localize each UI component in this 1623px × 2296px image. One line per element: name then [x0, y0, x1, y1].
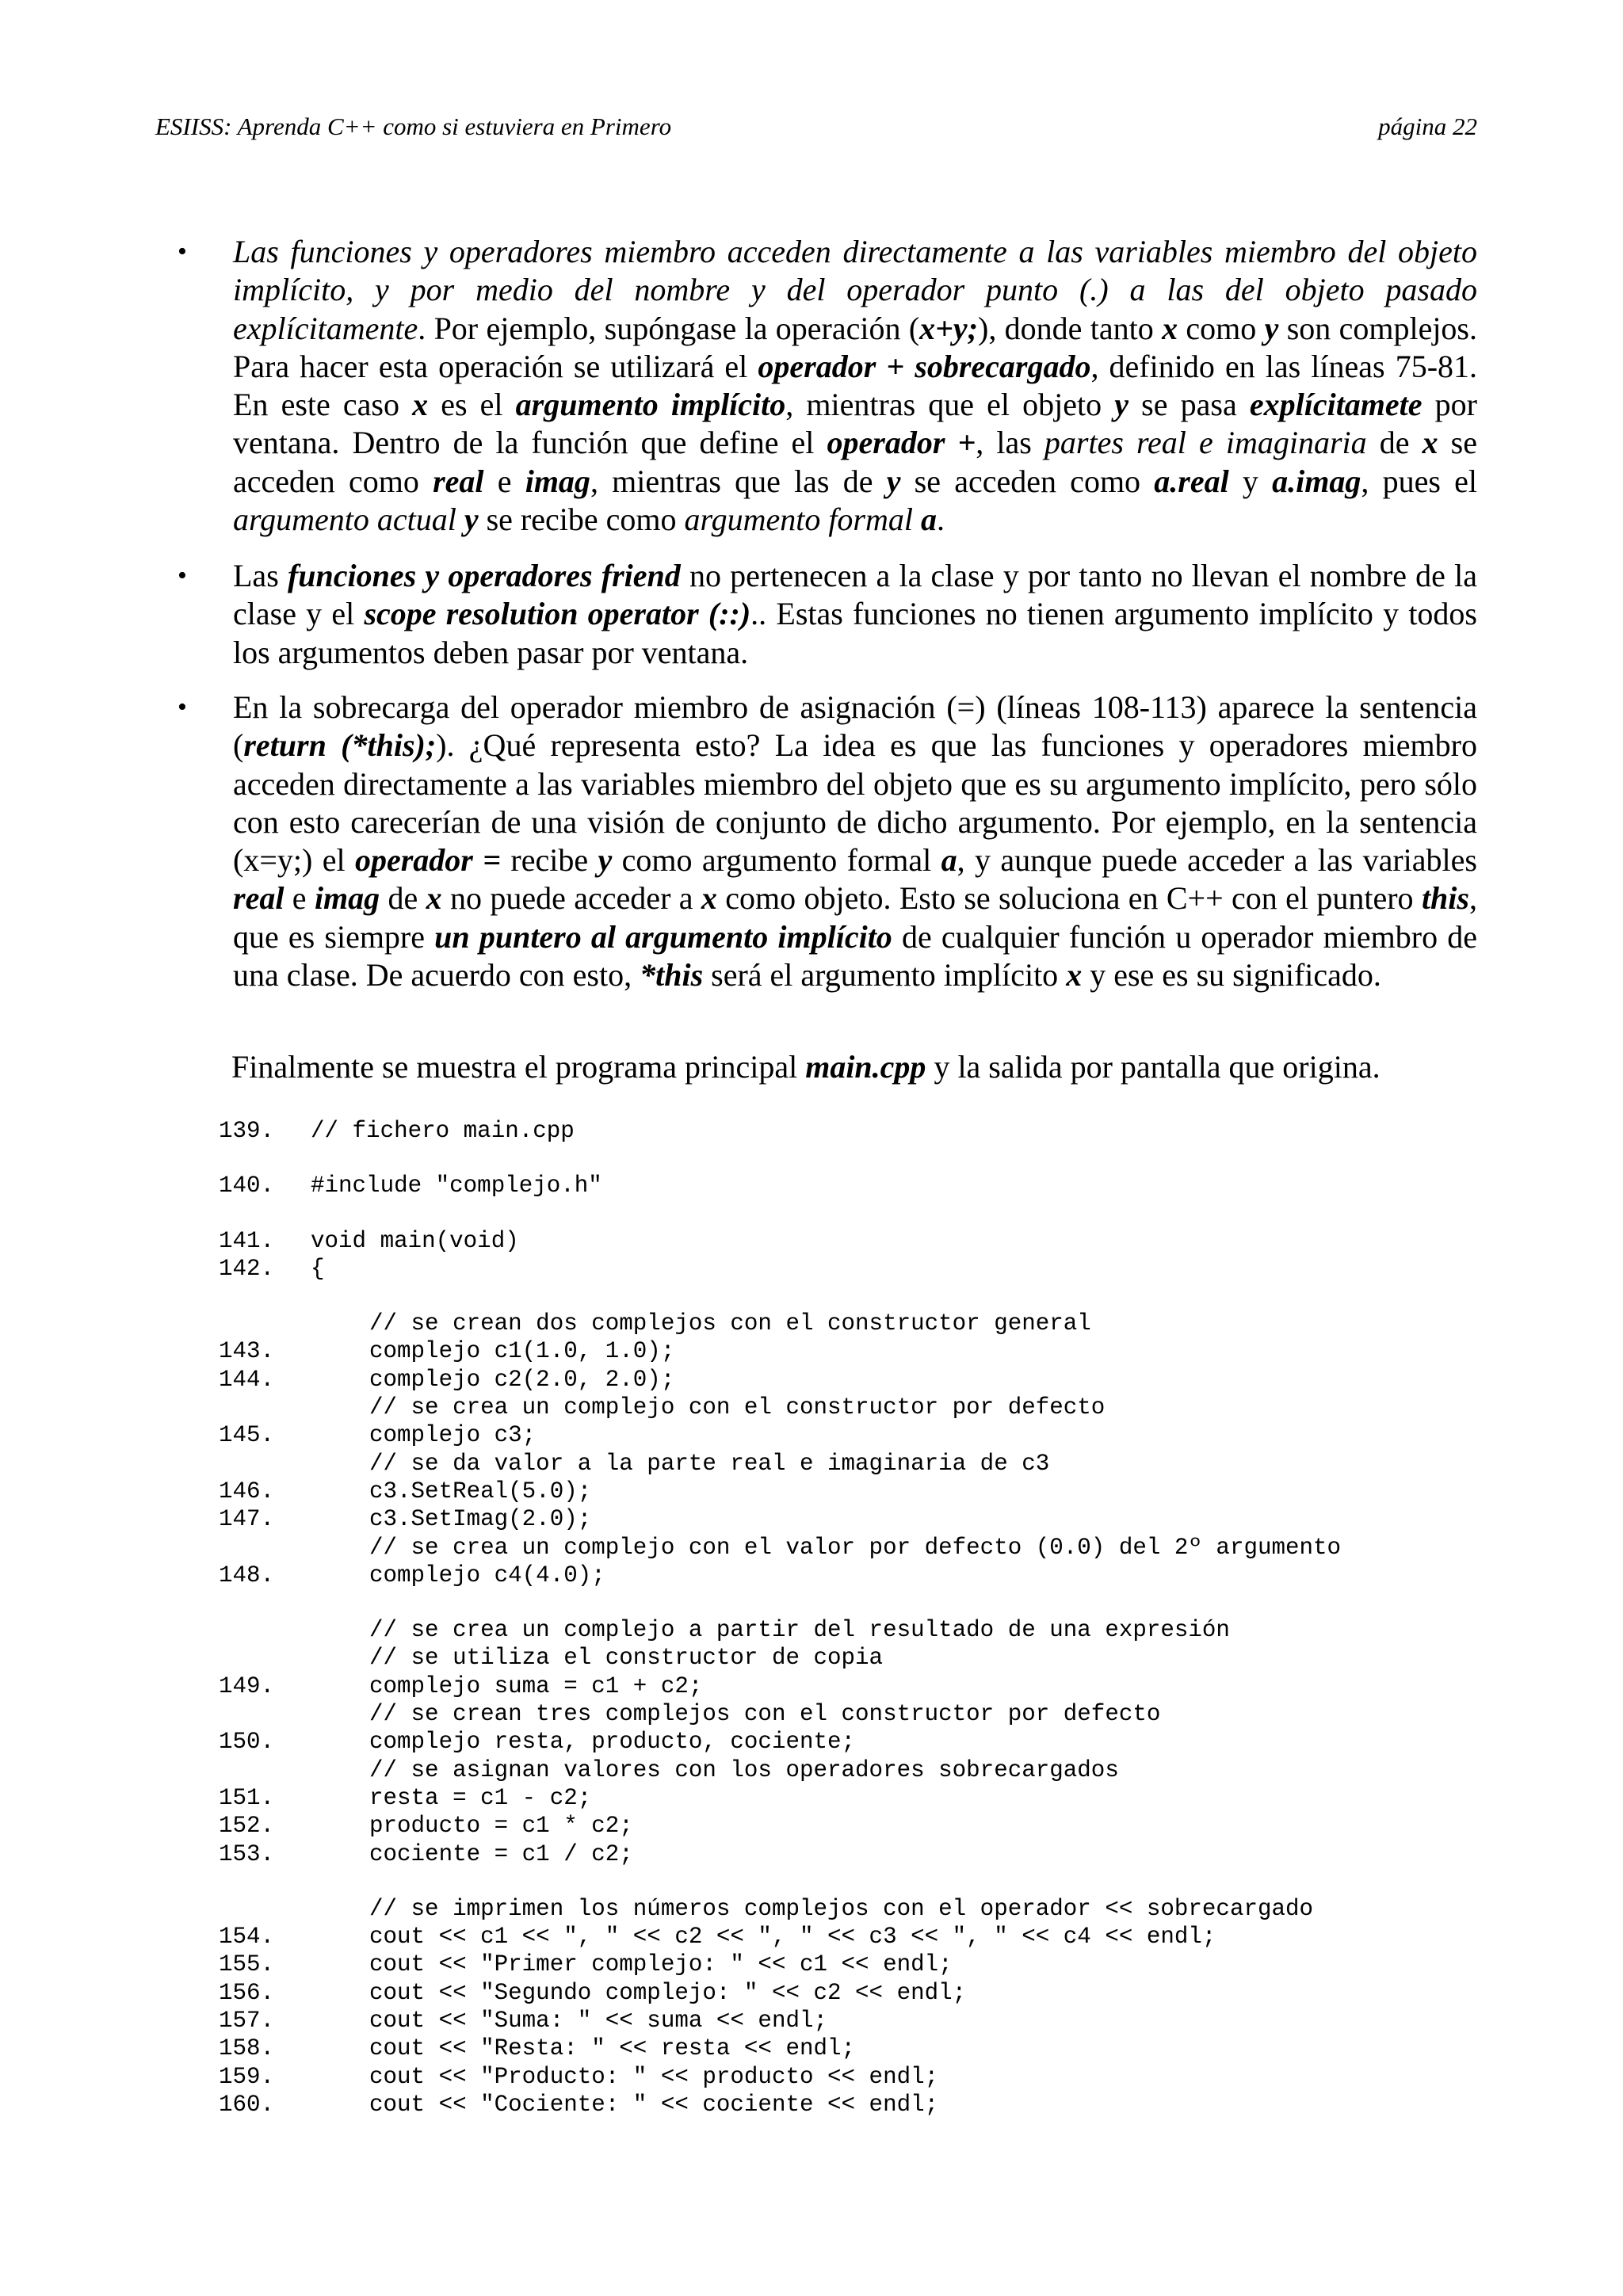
text-run: e: [284, 880, 315, 917]
line-number: 152.: [219, 1813, 275, 1840]
text-run: return (*this);: [243, 727, 437, 764]
line-number: 154.: [219, 1924, 275, 1951]
bullet-dot-icon: •: [178, 237, 187, 266]
code-text: complejo c3;: [369, 1422, 537, 1449]
code-text: cout << "Resta: " << resta << endl;: [369, 2035, 856, 2062]
code-text: c3.SetReal(5.0);: [369, 1478, 592, 1505]
text-run: y: [598, 842, 613, 879]
text-run: x: [1162, 310, 1178, 346]
text-run: x: [426, 880, 442, 917]
filename-emphasis: main.cpp: [805, 1049, 926, 1085]
bullet-text: [233, 234, 1477, 537]
line-number: 153.: [219, 1840, 275, 1867]
text-run: se recibe como: [478, 502, 685, 538]
code-text: c3.SetImag(2.0);: [369, 1506, 592, 1533]
text-run: , que es siempre: [233, 880, 1477, 955]
text-run: no puede acceder a: [441, 880, 701, 917]
code-text: cociente = c1 / c2;: [369, 1840, 633, 1867]
bullet-dot-icon: •: [178, 561, 187, 590]
text-run: Las: [233, 558, 288, 593]
text-run: a.real: [1154, 463, 1229, 499]
text-run: real: [233, 880, 285, 917]
text-run: como: [1178, 310, 1265, 346]
text-run: y: [1114, 387, 1129, 423]
text-run: argumento implícito: [515, 387, 786, 423]
text-run: imag: [314, 880, 380, 917]
code-text: complejo c4(4.0);: [369, 1562, 605, 1589]
text-run: argumento formal: [684, 502, 913, 538]
code-text: // se crea un complejo con el constructor por defecto: [369, 1394, 1106, 1421]
line-number: 141.: [219, 1227, 275, 1254]
text-run: Las funciones y operadores miembro acceden directamente a las variables miembro del objeto implícito, y por medio del nombre y del operador punto (.) a las del objeto pasado explícitamente: [233, 234, 1477, 346]
text-run: y: [1228, 463, 1273, 499]
text-run: , y aunque puede acceder a las variables: [957, 842, 1477, 879]
line-number: 149.: [219, 1672, 275, 1699]
text-run: this: [1421, 880, 1469, 917]
line-number: 148.: [219, 1562, 275, 1589]
text-run: argumento actual: [233, 502, 456, 538]
bullet-item: [178, 233, 1478, 539]
code-text: // se da valor a la parte real e imaginaria de c3: [369, 1450, 1050, 1477]
code-text: complejo c1(1.0, 1.0);: [369, 1338, 675, 1365]
line-number: 143.: [219, 1338, 275, 1365]
page-number: página 22: [1378, 113, 1477, 140]
text-run: por ventana. Dentro de la función que define el: [233, 387, 1477, 461]
text-run: son complejos. Para hacer esta operación se utilizará el: [233, 310, 1477, 384]
line-number: 159.: [219, 2063, 275, 2090]
page-header: [155, 113, 1477, 151]
code-text: resta = c1 - c2;: [369, 1784, 592, 1811]
code-text: cout << "Cociente: " << cociente << endl;: [369, 2091, 939, 2118]
bullet-text: [233, 558, 1477, 670]
text-run: un puntero al argumento implícito: [434, 918, 892, 955]
code-text: // se crean dos complejos con el constructor general: [369, 1310, 1091, 1337]
text-run: x: [1422, 425, 1438, 461]
text-run: y: [1264, 310, 1279, 346]
code-text: void main(void): [311, 1227, 519, 1254]
text-run: como argumento formal: [612, 842, 941, 879]
text-run: *this: [640, 957, 704, 994]
code-text: cout << "Suma: " << suma << endl;: [369, 2008, 828, 2035]
text-run: , mientras que las de: [590, 463, 887, 499]
bullet-item: [178, 688, 1477, 994]
text-run: y: [464, 502, 479, 538]
text-run: real: [433, 463, 484, 499]
closing-text-after: y la salida por pantalla que origina.: [926, 1049, 1381, 1085]
code-text: complejo suma = c1 + c2;: [369, 1672, 703, 1699]
text-run: como objeto. Esto se soluciona en C++ con el puntero: [716, 880, 1422, 917]
text-run: de: [380, 880, 426, 917]
line-number: 150.: [219, 1729, 275, 1756]
code-text: complejo resta, producto, cociente;: [369, 1729, 856, 1756]
code-text: cout << "Primer complejo: " << c1 << endl;: [369, 1951, 953, 1978]
running-title: ESIISS: Aprenda C++ como si estuviera en Primero: [155, 113, 672, 140]
line-number: 157.: [219, 2008, 275, 2035]
line-number: 146.: [219, 1478, 275, 1505]
text-run: .. Estas funciones no tienen argumento implícito y todos los argumentos deben pasar por ventana.: [233, 596, 1477, 670]
bullet-text: [233, 689, 1477, 993]
code-text: cout << "Segundo complejo: " << c2 << endl;: [369, 1979, 967, 2006]
text-run: ), donde tanto: [978, 310, 1163, 346]
code-text: {: [311, 1255, 325, 1282]
code-text: cout << "Producto: " << producto << endl;: [369, 2063, 939, 2090]
text-run: , las: [976, 425, 1044, 461]
text-run: de: [1366, 425, 1423, 461]
code-text: producto = c1 * c2;: [369, 1813, 633, 1840]
line-number: 140.: [219, 1173, 275, 1199]
text-run: a: [941, 842, 957, 879]
text-run: [913, 502, 921, 537]
code-text: complejo c2(2.0, 2.0);: [369, 1366, 675, 1393]
text-run: recibe: [501, 842, 598, 879]
text-run: funciones y operadores friend: [287, 558, 681, 593]
text-run: .: [937, 502, 945, 538]
code-text: // se crea un complejo a partir del resultado de una expresión: [369, 1617, 1230, 1644]
line-number: 156.: [219, 1979, 275, 2006]
text-run: . Por ejemplo, supóngase la operación (: [418, 310, 920, 346]
text-run: y ese es su significado.: [1082, 957, 1381, 994]
text-run: ). ¿Qué representa esto? La idea es que las funciones y operadores miembro acceden directamente a las variables miembro del objeto que es su argumento implícito, pero sólo con esto carecerían de una visión de conjunto de dicho argumento. Por ejemplo, en la sentencia (x=y;) el: [233, 727, 1477, 879]
bullet-dot-icon: •: [178, 692, 187, 722]
code-text: // se crea un complejo con el valor por defecto (0.0) del 2º argumento: [369, 1534, 1342, 1561]
bullet-item: [178, 557, 1477, 672]
text-run: operador + sobrecargado: [758, 348, 1091, 384]
text-run: , definido en las líneas 75-81. En este caso: [233, 348, 1478, 423]
closing-text-before: Finalmente se muestra el programa principal: [231, 1049, 806, 1085]
text-run: partes real e imaginaria: [1044, 425, 1367, 461]
code-text: // se asignan valores con los operadores sobrecargados: [369, 1756, 1119, 1783]
text-run: no pertenecen a la clase y por tanto no llevan el nombre de la clase y el: [233, 558, 1477, 632]
text-run: imag: [525, 463, 590, 499]
text-run: [456, 502, 464, 537]
line-number: 144.: [219, 1366, 275, 1393]
text-run: operador +: [827, 425, 976, 461]
text-run: se acceden como: [900, 463, 1155, 499]
text-run: a.imag: [1272, 463, 1361, 499]
text-run: En la sobrecarga del operador miembro de asignación (=) (líneas 108-113) aparece la sentencia (: [233, 689, 1477, 764]
line-number: 139.: [219, 1118, 275, 1144]
text-run: y: [886, 463, 901, 499]
line-number: 155.: [219, 1951, 275, 1978]
text-run: operador =: [354, 842, 502, 879]
text-run: x+y;: [919, 310, 979, 346]
code-text: cout << c1 << ", " << c2 << ", " << c3 << ", " << c4 << endl;: [369, 1924, 1216, 1951]
text-run: e: [483, 463, 525, 499]
text-run: se pasa: [1128, 387, 1250, 423]
code-text: // se utiliza el constructor de copia: [369, 1645, 884, 1672]
line-number: 158.: [219, 2035, 275, 2062]
code-text: // fichero main.cpp: [311, 1118, 575, 1144]
text-run: es el: [428, 387, 516, 423]
code-text: #include "complejo.h": [311, 1173, 602, 1199]
line-number: 145.: [219, 1422, 275, 1449]
text-run: x: [701, 880, 717, 917]
line-number: 160.: [219, 2091, 275, 2118]
code-text: // se crean tres complejos con el constructor por defecto: [369, 1701, 1161, 1728]
text-run: , pues el: [1361, 463, 1478, 499]
text-run: será el argumento implícito: [703, 957, 1067, 994]
text-run: x: [412, 387, 429, 423]
text-run: scope resolution operator (::): [364, 596, 751, 632]
text-run: a: [921, 502, 937, 538]
line-number: 147.: [219, 1506, 275, 1533]
text-run: explícitamete: [1249, 387, 1423, 423]
line-number: 151.: [219, 1784, 275, 1811]
text-run: de cualquier función u operador miembro de una clase. De acuerdo con esto,: [233, 918, 1477, 994]
line-number: 142.: [219, 1255, 275, 1282]
text-run: x: [1066, 957, 1083, 994]
text-run: se acceden como: [233, 425, 1477, 499]
code-text: // se imprimen los números complejos con el operador << sobrecargado: [369, 1895, 1314, 1922]
text-run: , mientras que el objeto: [785, 387, 1115, 423]
closing-paragraph: [231, 1048, 1515, 1086]
